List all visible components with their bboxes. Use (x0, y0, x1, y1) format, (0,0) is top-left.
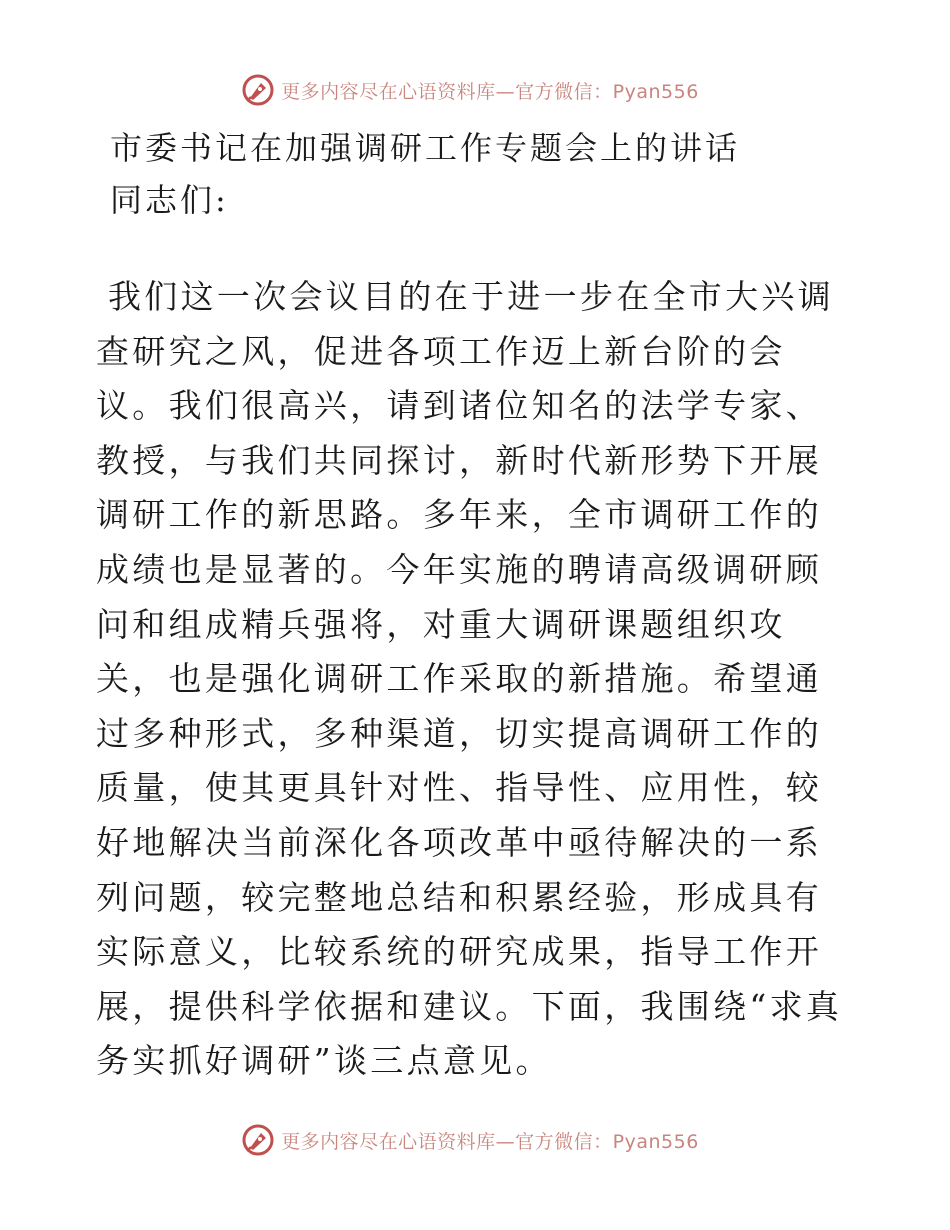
header-banner-content (241, 73, 699, 107)
header-banner-text: 更多内容尽在心语资料库—官方微信：Pyan556 (281, 80, 699, 103)
greeting: 同志们: (110, 181, 229, 219)
footer-banner-content (241, 1123, 699, 1157)
pen-nib-circle-logo-icon (241, 1123, 275, 1157)
pen-nib-circle-logo-icon (241, 73, 275, 107)
footer-banner-text: 更多内容尽在心语资料库—官方微信：Pyan556 (281, 1130, 699, 1153)
body-paragraph: 我们这一次会议目的在于进一步在全市大兴调查研究之风，促进各项工作迈上新台阶的会议。我们很高兴，请到诸位知名的法学专家、教授，与我们共同探讨，新时代新形势下开展调研工作的新思路。多年来，全市调研工作的成绩也是显著的。今年实施的聘请高级调研顾问和组成精兵强将，对重大调研课题组织攻关，也是强化调研工作采取的新措施。希望通过多种形式，多种渠道，切实提高调研工作的质量，使其更具针对性、指导性、应用性，较好地解决当前深化各项改革中亟待解决的一系列问题，较完整地总结和积累经验，形成具有实际意义，比较系统的研究成果，指导工作开展，提供科学依据和建议。下面，我围绕“求真务实抓好调研”谈三点意见。 (96, 277, 843, 1081)
footer-banner (0, 1120, 950, 1160)
header-banner (0, 70, 950, 110)
document-title: 市委书记在加强调研工作专题会上的讲话 (110, 129, 741, 167)
